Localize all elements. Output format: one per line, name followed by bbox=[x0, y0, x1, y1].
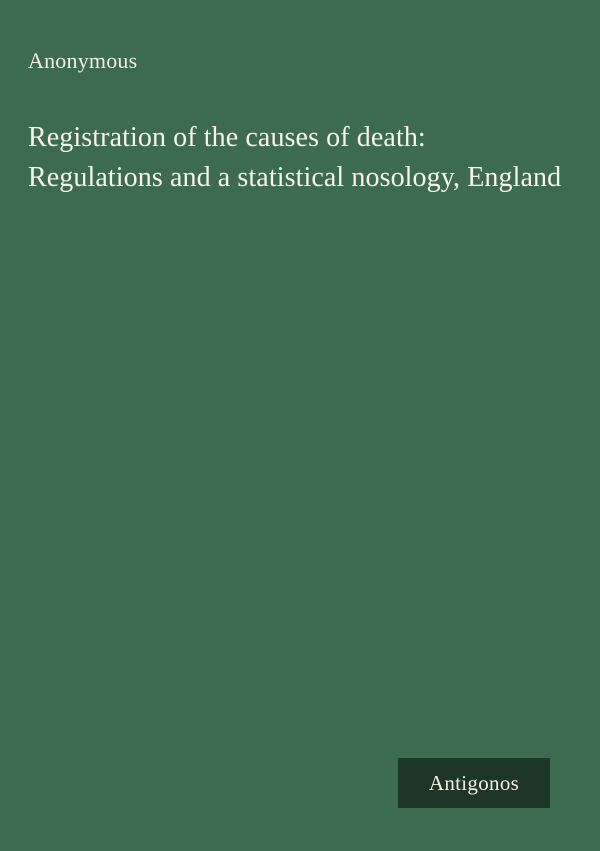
publisher-badge bbox=[398, 758, 550, 808]
book-title: Registration of the causes of death: Regulations and a statistical nosology, England bbox=[28, 122, 562, 193]
publisher-name: Antigonos bbox=[428, 770, 520, 795]
author-name: Anonymous bbox=[28, 48, 138, 73]
